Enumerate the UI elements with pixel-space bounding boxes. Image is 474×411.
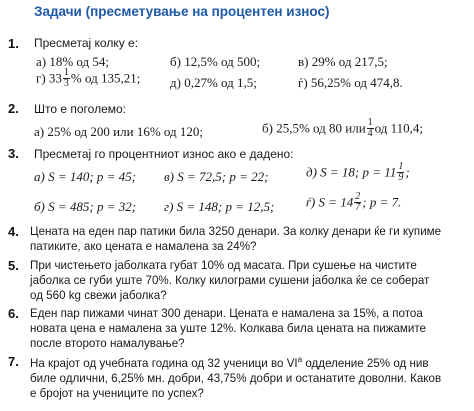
problem-3-a: а) S = 140; p = 45; [34,169,137,184]
problem-3-gj [306,192,401,213]
problem-2-number: 2. [8,101,19,116]
problem-5-number: 5. [8,258,19,273]
problem-1-v: в) 29% од 217,5; [298,54,388,69]
fraction-denominator: 7 [355,202,361,213]
problem-1-g [36,68,140,89]
problem-3-b: б) S = 485; p = 32; [34,199,137,214]
problem-5-line1: При чистењето јаболката губат 10% од масата. При сушење на чистите [30,259,417,272]
problem-1-g-pre: г) 33 [36,70,62,86]
problem-2-b-pre: б) 25,5% од 80 или [262,120,366,136]
problem-1-g-fraction [63,68,70,89]
problem-7-superscript: а [297,355,303,364]
fraction-numerator: 1 [63,67,69,78]
fraction-denominator: 9 [398,172,404,183]
problem-3-number: 3. [8,146,19,161]
problem-3-gj-post: ; p = 7. [362,194,402,210]
problem-7-line1-post: одделение 25% од нив [302,356,429,370]
problem-1-b: б) 12,5% од 500; [170,54,261,69]
problem-3-d [306,162,410,183]
problem-2-b-fraction [367,118,374,139]
problem-2-b [262,118,423,139]
fraction-numerator: 1 [398,161,404,172]
problem-3-d-fraction [397,162,404,183]
problem-7-number: 7. [8,354,19,369]
problem-1-a: а) 18% од 54; [36,54,110,69]
problem-7-line1-pre: На крајот од учебната година од 32 ученици во VI [30,356,298,370]
problem-2-a: а) 25% од 200 или 16% од 120; [34,124,203,139]
problem-7-line1 [30,355,429,370]
problem-1-g-post: % од 135,21; [70,70,141,86]
problem-6-line2: новата цена е намалена за уште 12%. Колкава била цената на пижамите [30,322,426,335]
problem-7-line3: е бројот на учениците по успех? [30,387,204,400]
problem-1-prompt: Пресметај колку е: [34,36,139,50]
problem-3-d-pre: д) S = 18; p = 11 [306,164,397,180]
page-title: Задачи (пресметување на процентен износ) [34,4,330,19]
problem-5-line3: од 560 kg свежи јаболка? [30,289,167,302]
problem-3-prompt: Пресметај го процентниот износ ако е дадено: [34,147,294,161]
problem-2-b-post: од 110,4; [374,120,424,136]
problem-4-number: 4. [8,224,19,239]
problem-3-gj-fraction [354,192,361,213]
problem-1-number: 1. [8,36,19,51]
problem-1-gj: ѓ) 56,25% од 474,8. [298,75,403,90]
fraction-numerator: 2 [355,191,361,202]
fraction-denominator: 3 [63,78,69,89]
problem-2-prompt: Што е поголемо: [34,102,127,116]
problem-4-line2: патиките, ако цената е намалена за 24%? [30,240,257,253]
problem-3-v: в) S = 72,5; p = 22; [164,169,269,184]
problem-3-g: г) S = 148; p = 12,5; [164,199,275,214]
fraction-denominator: 4 [367,128,373,139]
problem-3-d-post: ; [405,164,410,180]
problem-1-d: д) 0,27% од 1,5; [170,75,257,90]
problem-6-number: 6. [8,306,19,321]
problem-4-line1: Цената на еден пар патики била 3250 денари. За колку денари ќе ги купиме [30,225,442,238]
problem-6-line3: после второто намалување? [30,337,185,350]
problem-7-line2: биле одлични, 6,25% мн. добри, 43,75% добри и останатите доволни. Каков [30,372,442,385]
problem-6-line1: Еден пар пижами чинат 300 денари. Цената е намалена за 15%, а потоа [30,307,423,320]
problem-5-line2: јаболка се губи уште 70%. Колку килограми сушени јаболка ќе се соберат [30,274,430,287]
fraction-numerator: 1 [367,117,373,128]
problem-3-gj-pre: ѓ) S = 14 [306,194,354,210]
